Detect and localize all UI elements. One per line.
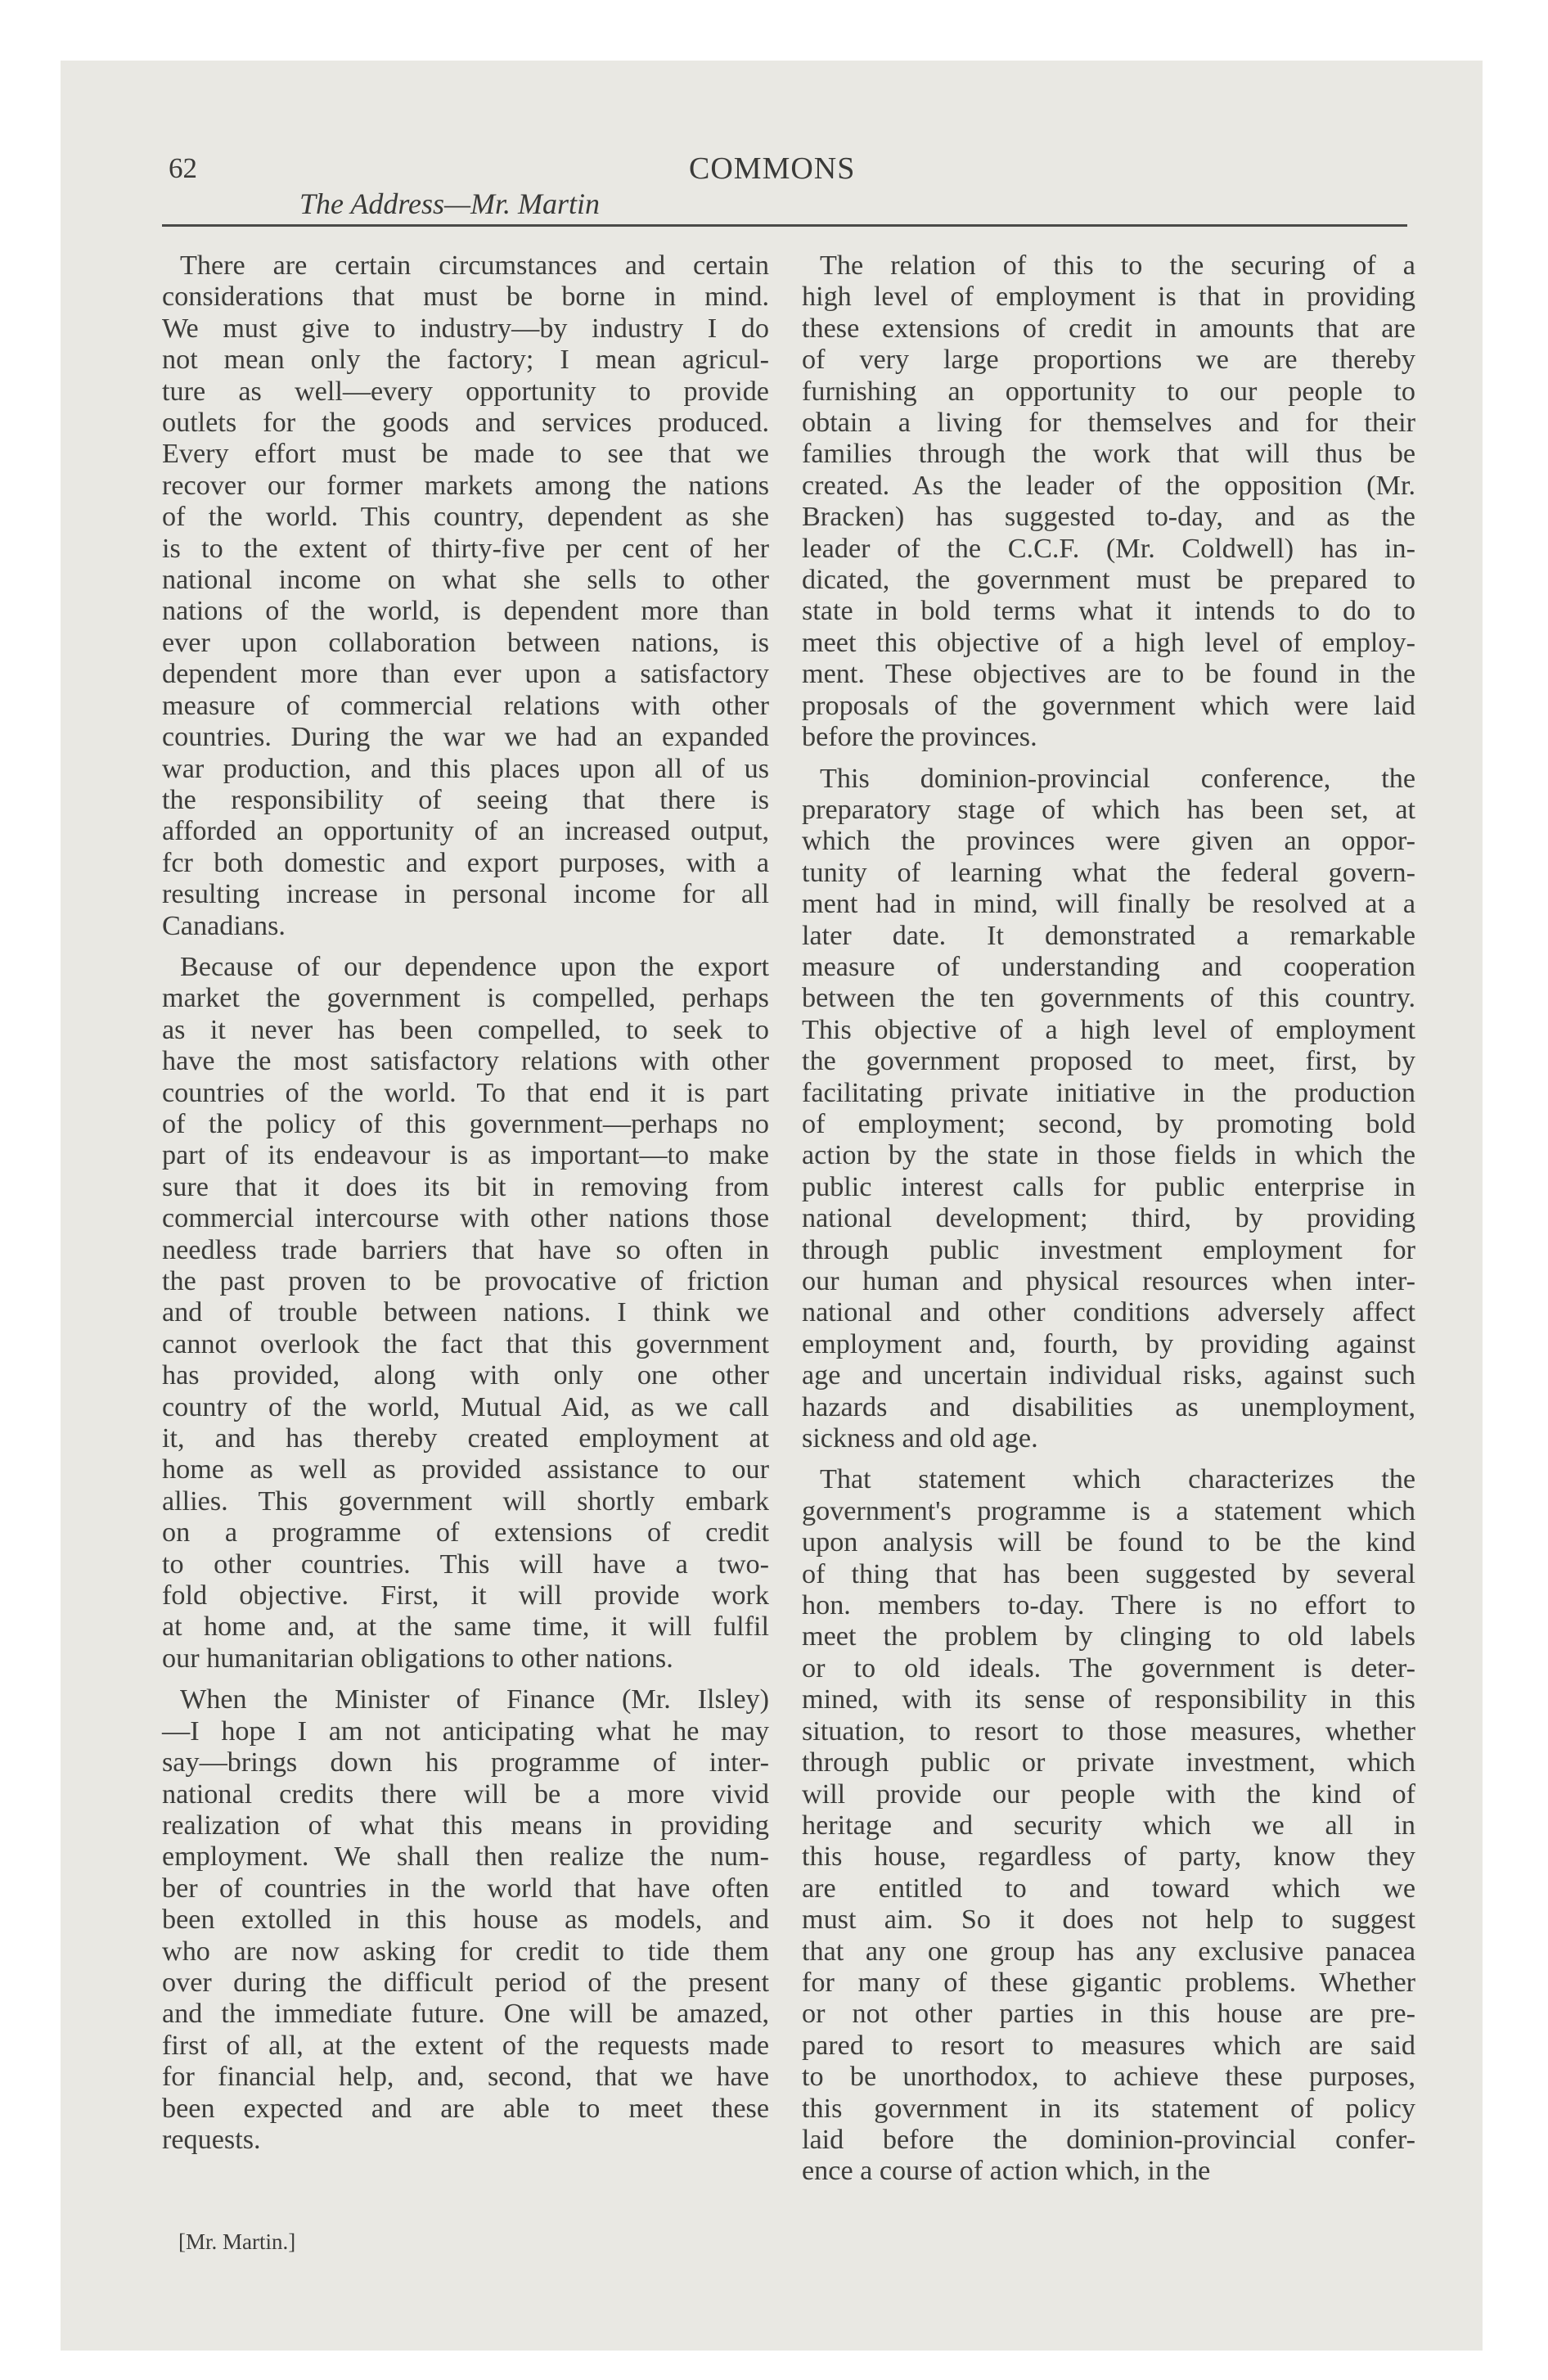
text-line: government's programme is a statement which: [802, 1495, 1415, 1526]
text-line: afforded an opportunity of an increased output,: [162, 816, 769, 847]
text-line: is to the extent of thirty-five per cent of her: [162, 533, 769, 564]
text-line: resulting increase in personal income for all: [162, 879, 769, 910]
text-line: hon. members to-day. There is no effort to: [802, 1590, 1415, 1621]
text-line: of thing that has been suggested by several: [802, 1558, 1415, 1589]
text-line: this house, regardless of party, know they: [802, 1841, 1415, 1873]
right-column: [802, 250, 1415, 2197]
text-line: furnishing an opportunity to our people to: [802, 376, 1415, 407]
text-line: created. As the leader of the opposition (Mr.: [802, 470, 1415, 501]
text-line: hazards and disabilities as unemployment,: [802, 1391, 1415, 1422]
running-title: COMMONS: [689, 151, 856, 186]
text-line: of the policy of this government—perhaps no: [162, 1108, 769, 1139]
paragraph: [162, 250, 769, 942]
text-line: home as well as provided assistance to our: [162, 1454, 769, 1485]
text-line: countries of the world. To that end it is part: [162, 1077, 769, 1108]
text-line: national income on what she sells to other: [162, 565, 769, 596]
text-line: tunity of learning what the federal govern-: [802, 857, 1415, 888]
text-line: This objective of a high level of employment: [802, 1014, 1415, 1045]
text-line: market the government is compelled, perhaps: [162, 983, 769, 1014]
text-line: mined, with its sense of responsibility in this: [802, 1684, 1415, 1715]
text-line: ment. These objectives are to be found in the: [802, 659, 1415, 690]
text-line: considerations that must be borne in mind.: [162, 282, 769, 313]
text-line: Canadians.: [162, 910, 286, 941]
text-line: later date. It demonstrated a remarkable: [802, 920, 1415, 951]
text-line: have the most satisfactory relations with other: [162, 1046, 769, 1077]
page-number: 62: [169, 152, 197, 184]
text-line: ture as well—every opportunity to provide: [162, 376, 769, 407]
text-line: —I hope I am not anticipating what he may: [162, 1715, 769, 1747]
text-line: high level of employment is that in providing: [802, 282, 1415, 313]
page: [61, 61, 1483, 2351]
speaker-tag: [Mr. Martin.]: [178, 2229, 296, 2254]
text-line: That statement which characterizes the: [820, 1464, 1415, 1495]
text-line: our humanitarian obligations to other nations.: [162, 1643, 673, 1674]
text-line: will provide our people with the kind of: [802, 1778, 1415, 1810]
text-line: at home and, at the same time, it will fulfil: [162, 1611, 769, 1643]
text-line: When the Minister of Finance (Mr. Ilsley): [180, 1684, 769, 1715]
text-line: recover our former markets among the nations: [162, 470, 769, 501]
text-line: public interest calls for public enterprise in: [802, 1171, 1415, 1202]
text-line: must aim. So it does not help to suggest: [802, 1904, 1415, 1936]
text-line: outlets for the goods and services produced.: [162, 408, 769, 439]
text-line: on a programme of extensions of credit: [162, 1517, 769, 1548]
header-rule: [162, 224, 1407, 227]
text-line: this government in its statement of policy: [802, 2093, 1415, 2124]
text-line: the responsibility of seeing that there is: [162, 784, 769, 815]
text-line: who are now asking for credit to tide them: [162, 1936, 769, 1967]
text-line: not mean only the factory; I mean agricul-: [162, 345, 769, 376]
text-line: and of trouble between nations. I think we: [162, 1297, 769, 1328]
page-header: [61, 61, 1483, 224]
text-line: heritage and security which we all in: [802, 1810, 1415, 1841]
text-line: fcr both domestic and export purposes, with a: [162, 847, 769, 878]
text-line: or to old ideals. The government is deter-: [802, 1652, 1415, 1684]
text-line: to other countries. This will have a two-: [162, 1548, 769, 1580]
text-line: Bracken) has suggested to-day, and as the: [802, 502, 1415, 533]
text-line: needless trade barriers that have so often in: [162, 1234, 769, 1265]
paragraph: [162, 1684, 769, 2156]
text-line: cannot overlook the fact that this government: [162, 1328, 769, 1359]
text-line: proposals of the government which were laid: [802, 690, 1415, 721]
text-line: This dominion-provincial conference, the: [820, 763, 1415, 794]
text-line: upon analysis will be found to be the kind: [802, 1527, 1415, 1558]
text-line: There are certain circumstances and certain: [180, 250, 769, 281]
text-line: nations of the world, is dependent more than: [162, 596, 769, 627]
text-line: pared to resort to measures which are said: [802, 2030, 1415, 2061]
text-line: measure of understanding and cooperation: [802, 951, 1415, 982]
text-line: We must give to industry—by industry I do: [162, 313, 769, 344]
text-line: ence a course of action which, in the: [802, 2156, 1211, 2187]
paragraph: [802, 1464, 1415, 2187]
text-line: for many of these gigantic problems. Whether: [802, 1967, 1415, 1998]
text-line: fold objective. First, it will provide work: [162, 1580, 769, 1611]
text-line: obtain a living for themselves and for their: [802, 408, 1415, 439]
text-line: ever upon collaboration between nations, is: [162, 627, 769, 658]
text-line: state in bold terms what it intends to do to: [802, 596, 1415, 627]
text-line: the government proposed to meet, first, by: [802, 1046, 1415, 1077]
text-line: employment. We shall then realize the num-: [162, 1841, 769, 1873]
text-line: of very large proportions we are thereby: [802, 345, 1415, 376]
text-line: requests.: [162, 2124, 261, 2155]
text-line: ber of countries in the world that have often: [162, 1873, 769, 1904]
text-line: war production, and this places upon all of us: [162, 753, 769, 784]
text-line: allies. This government will shortly embark: [162, 1485, 769, 1517]
text-line: measure of commercial relations with other: [162, 690, 769, 721]
text-line: commercial intercourse with other nations those: [162, 1203, 769, 1234]
text-line: and the immediate future. One will be amazed,: [162, 1999, 769, 2030]
text-line: action by the state in those fields in which the: [802, 1140, 1415, 1171]
text-line: national development; third, by providing: [802, 1203, 1415, 1234]
text-line: that any one group has any exclusive panacea: [802, 1936, 1415, 1967]
text-line: over during the difficult period of the present: [162, 1967, 769, 1998]
text-line: realization of what this means in providing: [162, 1810, 769, 1841]
text-line: The relation of this to the securing of a: [820, 250, 1415, 281]
text-line: dependent more than ever upon a satisfactory: [162, 659, 769, 690]
text-line: or not other parties in this house are pre-: [802, 1999, 1415, 2030]
text-line: national credits there will be a more vivid: [162, 1778, 769, 1810]
text-line: situation, to resort to those measures, whether: [802, 1715, 1415, 1747]
text-line: through public or private investment, which: [802, 1747, 1415, 1778]
text-line: age and uncertain individual risks, against such: [802, 1360, 1415, 1391]
text-line: which the provinces were given an oppor-: [802, 826, 1415, 857]
text-line: to be unorthodox, to achieve these purposes,: [802, 2062, 1415, 2093]
text-line: before the provinces.: [802, 722, 1037, 753]
text-line: the past proven to be provocative of friction: [162, 1266, 769, 1296]
text-line: been extolled in this house as models, and: [162, 1904, 769, 1936]
paragraph: [162, 952, 769, 1675]
running-head: The Address—Mr. Martin: [299, 187, 601, 220]
text-line: between the ten governments of this country.: [802, 983, 1415, 1014]
text-line: sickness and old age.: [802, 1423, 1038, 1454]
text-line: Because of our dependence upon the export: [180, 951, 769, 982]
text-line: sure that it does its bit in removing from: [162, 1171, 769, 1202]
text-line: first of all, at the extent of the requests made: [162, 2030, 769, 2061]
text-line: preparatory stage of which has been set, at: [802, 794, 1415, 825]
left-column: [162, 250, 769, 2166]
text-line: these extensions of credit in amounts that are: [802, 313, 1415, 344]
text-line: are entitled to and toward which we: [802, 1873, 1415, 1904]
text-line: meet this objective of a high level of employ-: [802, 627, 1415, 658]
text-line: has provided, along with only one other: [162, 1360, 769, 1391]
text-line: laid before the dominion-provincial confer-: [802, 2124, 1415, 2155]
paragraph: [802, 250, 1415, 754]
text-line: facilitating private initiative in the production: [802, 1077, 1415, 1108]
text-line: countries. During the war we had an expanded: [162, 722, 769, 753]
paragraph: [802, 764, 1415, 1455]
text-line: it, and has thereby created employment at: [162, 1423, 769, 1454]
text-line: ment had in mind, will finally be resolved at a: [802, 889, 1415, 920]
text-line: Every effort must be made to see that we: [162, 439, 769, 470]
text-line: been expected and are able to meet these: [162, 2093, 769, 2124]
text-line: as it never has been compelled, to seek to: [162, 1014, 769, 1045]
text-line: part of its endeavour is as important—to make: [162, 1140, 769, 1171]
text-line: country of the world, Mutual Aid, as we call: [162, 1391, 769, 1422]
text-line: say—brings down his programme of inter-: [162, 1747, 769, 1778]
text-line: our human and physical resources when inter-: [802, 1266, 1415, 1296]
text-line: of the world. This country, dependent as she: [162, 502, 769, 533]
text-line: dicated, the government must be prepared to: [802, 565, 1415, 596]
text-line: through public investment employment for: [802, 1234, 1415, 1265]
text-line: national and other conditions adversely affect: [802, 1297, 1415, 1328]
text-line: employment and, fourth, by providing against: [802, 1328, 1415, 1359]
text-line: of employment; second, by promoting bold: [802, 1108, 1415, 1139]
text-line: for financial help, and, second, that we have: [162, 2062, 769, 2093]
text-line: meet the problem by clinging to old labels: [802, 1621, 1415, 1652]
text-line: families through the work that will thus be: [802, 439, 1415, 470]
text-line: leader of the C.C.F. (Mr. Coldwell) has in-: [802, 533, 1415, 564]
